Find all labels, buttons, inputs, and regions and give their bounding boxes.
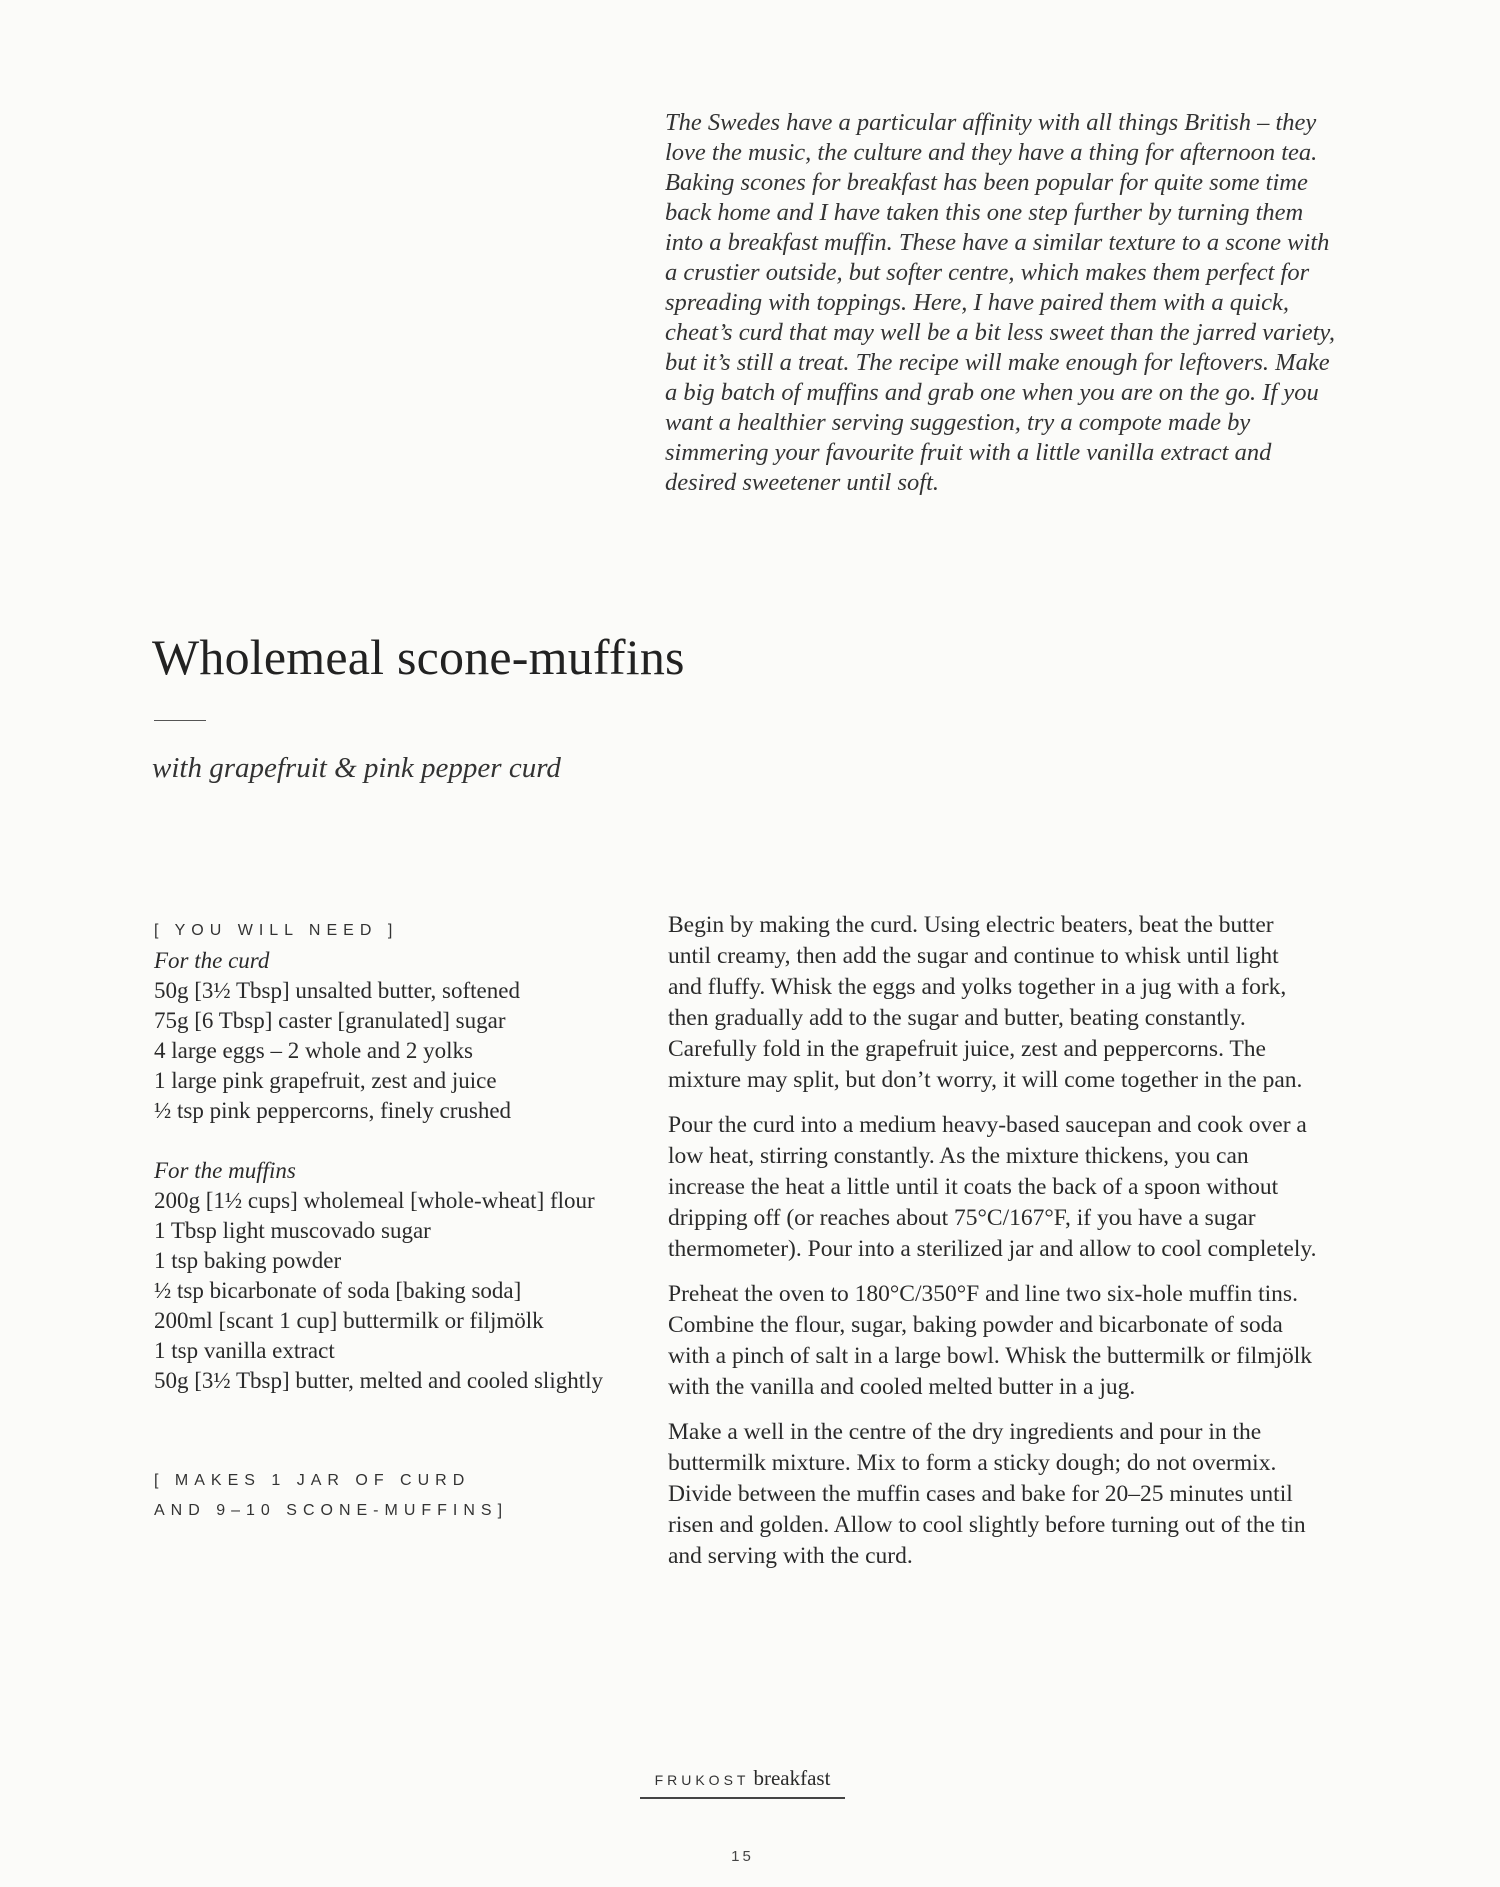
section-label: FRUKOST [654,1772,750,1788]
intro-text [665,108,1345,498]
ingredients-column [154,916,614,1526]
section-name: breakfast [753,1766,831,1790]
recipe-subtitle: with grapefruit & pink pepper curd [152,752,561,784]
page-number: 15 [731,1848,754,1865]
recipe-title: Wholemeal scone-muffins [152,629,685,685]
yield-line-1: [ MAKES 1 JAR OF CURD [154,1472,471,1489]
curd-ingredients [154,946,614,1126]
yield-label [154,1466,614,1526]
method-step: Preheat the oven to 180°C/350°F and line two six-hole muffin tins. Combine the flour, sugar, baking powder and bicarbonate of soda with a pinch of salt in a large bowl. Whisk the buttermilk or filmjölk with the vanilla and cooled melted butter in a jug. [668,1281,1312,1400]
ingredient-item: 50g [3½ Tbsp] butter, melted and cooled slightly [154,1368,603,1393]
method-step: Pour the curd into a medium heavy-based saucepan and cook over a low heat, stirring constantly. As the mixture thickens, you can increase the heat a little until it coats the back of a spoon without dripping off (or reaches about 75°C/167°F, if you have a sugar thermometer). Pour into a sterilized jar and allow to cool completely. [668,1112,1317,1262]
ingredient-item: ½ tsp bicarbonate of soda [baking soda] [154,1278,522,1303]
ingredient-item: 1 tsp baking powder [154,1248,342,1273]
ingredient-item: 75g [6 Tbsp] caster [granulated] sugar [154,1008,506,1033]
ingredient-item: 1 Tbsp light muscovado sugar [154,1218,431,1243]
ingredient-item: 200ml [scant 1 cup] buttermilk or filjmölk [154,1308,544,1333]
ingredient-item: 200g [1½ cups] wholemeal [whole-wheat] flour [154,1188,595,1213]
method-step: Make a well in the centre of the dry ingredients and pour in the buttermilk mixture. Mix to form a sticky dough; do not overmix. Divide between the muffin cases and bake for 20–25 minutes until risen and golden. Allow to cool slightly before turning out of the tin and serving with the curd. [668,1419,1306,1569]
muffin-ingredients [154,1156,614,1396]
ingredient-item: 1 tsp vanilla extract [154,1338,335,1363]
running-footer [640,1766,845,1799]
method-column [668,910,1318,1586]
you-will-need-label: [ YOU WILL NEED ] [154,922,399,939]
method-step: Begin by making the curd. Using electric beaters, beat the butter until creamy, then add the sugar and continue to whisk until light and fluffy. Whisk the eggs and yolks together in a jug with a fork, then gradually add to the sugar and butter, beating constantly. Carefully fold in the grapefruit juice, zest and peppercorns. The mixture may split, but don’t worry, it will come together in the pan. [668,912,1303,1093]
yield-line-2: AND 9–10 SCONE-MUFFINS] [154,1502,509,1519]
ingredient-item: 4 large eggs – 2 whole and 2 yolks [154,1038,473,1063]
title-divider [154,720,206,721]
ingredient-item: 1 large pink grapefruit, zest and juice [154,1068,497,1093]
ingredient-item: 50g [3½ Tbsp] unsalted butter, softened [154,978,520,1003]
intro-paragraph: The Swedes have a particular affinity with all things British – they love the music, the culture and they have a thing for afternoon tea. Baking scones for breakfast has been popular for quite some time back home and I have taken this one step further by turning them into a breakfast muffin. These have a similar texture to a scone with a crustier outside, but softer centre, which makes them perfect for spreading with toppings. Here, I have paired them with a quick, cheat’s curd that may well be a bit less sweet than the jarred variety, but it’s still a treat. The recipe will make enough for leftovers. Make a big batch of muffins and grab one when you are on the go. If you want a healthier serving suggestion, try a compote made by simmering your favourite fruit with a little vanilla extract and desired sweetener until soft. [665,109,1336,496]
muffins-heading: For the muffins [154,1158,296,1183]
curd-heading: For the curd [154,948,270,973]
ingredient-item: ½ tsp pink peppercorns, finely crushed [154,1098,512,1123]
